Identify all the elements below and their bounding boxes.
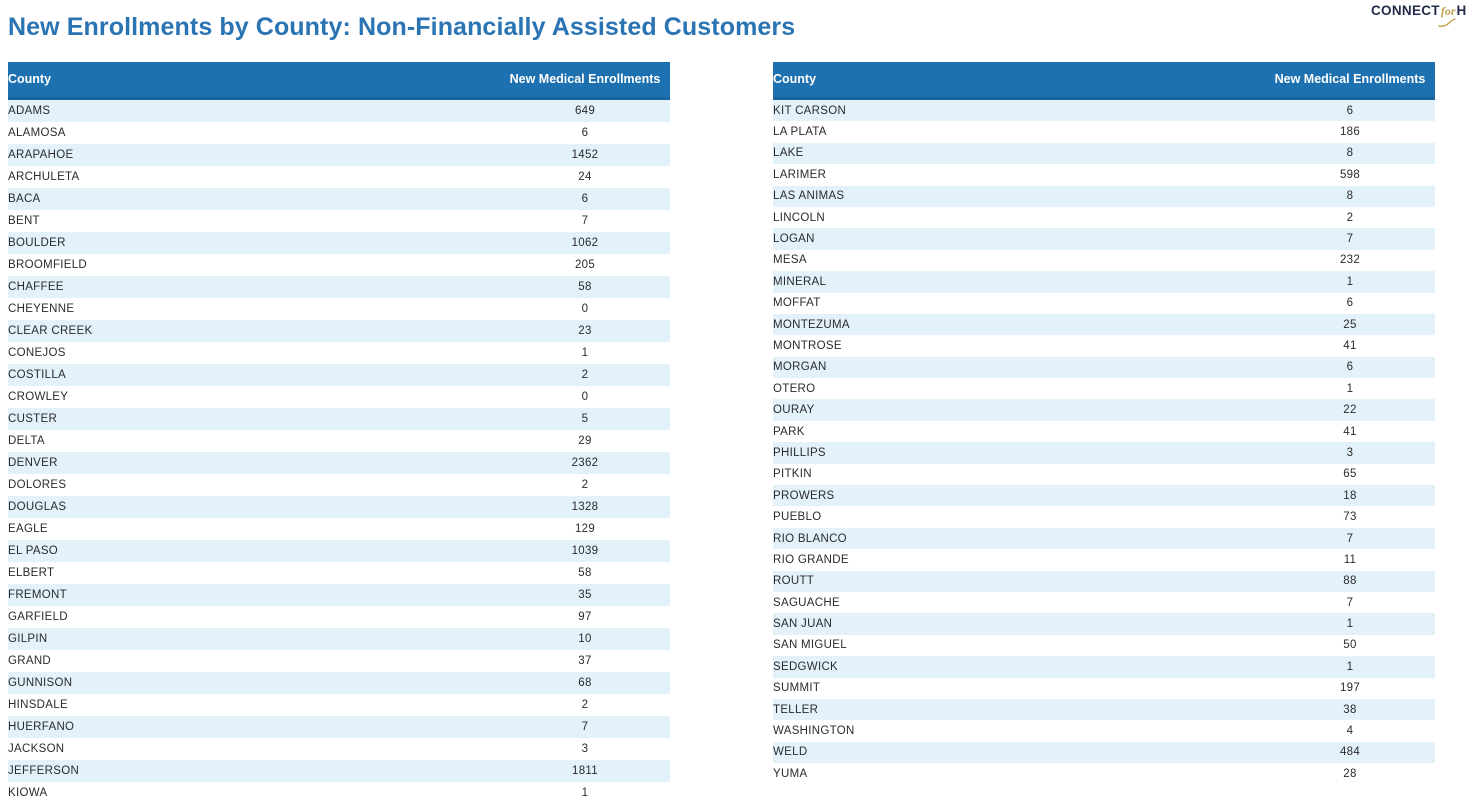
county-name-cell: PROWERS (773, 485, 1265, 506)
table-row (8, 298, 670, 320)
enrollment-value-cell: 18 (1265, 485, 1435, 506)
enrollment-value-cell: 7 (1346, 596, 1354, 609)
enrollment-value-cell: 35 (500, 584, 670, 606)
county-name-cell: DENVER (8, 452, 500, 474)
county-name-cell: DOUGLAS (8, 496, 500, 518)
table-row (8, 210, 670, 232)
table-row (8, 694, 670, 716)
enrollment-value-cell: 484 (1265, 742, 1435, 763)
enrollment-value-cell: 1 (1346, 382, 1354, 395)
table-row (8, 254, 670, 276)
table-row (8, 342, 670, 364)
county-name-cell: WELD (773, 742, 1265, 763)
county-name-cell: RIO BLANCO (773, 528, 1265, 549)
enrollment-value-cell: 58 (500, 276, 670, 298)
enrollment-value-cell: 1452 (500, 144, 670, 166)
table-row (8, 99, 670, 123)
county-name-cell: MONTROSE (773, 339, 842, 352)
county-name-cell: FREMONT (8, 584, 500, 606)
enrollment-table-left (8, 62, 670, 804)
county-name-cell: LA PLATA (773, 126, 827, 139)
table-row (8, 430, 670, 452)
table-row (8, 738, 670, 760)
table-row (773, 357, 1435, 378)
brand-logo-text (1371, 3, 1466, 19)
enrollment-value-cell: 88 (1265, 571, 1435, 592)
enrollment-value-cell: 37 (578, 655, 592, 667)
table-row (8, 276, 670, 298)
county-name-cell: ARCHULETA (8, 171, 80, 183)
enrollment-value-cell: 2362 (500, 452, 670, 474)
enrollment-value-cell: 129 (574, 523, 596, 535)
table-header (773, 62, 1435, 99)
enrollment-value-cell: 68 (500, 672, 670, 694)
table-row (8, 496, 670, 518)
county-name-cell: SAN MIGUEL (773, 639, 847, 652)
table-row (8, 188, 670, 210)
table-row (773, 399, 1435, 420)
county-name-cell: GILPIN (8, 628, 500, 650)
county-name-cell: OTERO (773, 382, 816, 395)
enrollment-value-cell: 10 (500, 628, 670, 650)
county-name-cell: LARIMER (773, 168, 827, 181)
table-row (773, 506, 1435, 527)
county-name-cell: WASHINGTON (773, 725, 855, 738)
county-name-cell: CUSTER (8, 408, 500, 430)
table-row (773, 592, 1435, 613)
enrollment-value-cell: 11 (1343, 553, 1357, 566)
column-header-county: County (773, 62, 1265, 99)
enrollment-value-cell: 7 (581, 215, 589, 227)
enrollment-value-cell: 1039 (500, 540, 670, 562)
table-row (8, 716, 670, 738)
table-row (8, 562, 670, 584)
county-name-cell: BOULDER (8, 232, 500, 254)
county-name-cell: HUERFANO (8, 716, 500, 738)
county-name-cell: LAKE (773, 143, 1265, 164)
enrollment-value-cell: 41 (1343, 425, 1357, 438)
table-row (773, 571, 1435, 592)
table-row (773, 271, 1435, 292)
county-name-cell: DELTA (8, 435, 45, 447)
table-row (8, 606, 670, 628)
table-row (773, 121, 1435, 142)
table-row (8, 144, 670, 166)
county-name-cell: COSTILLA (8, 364, 500, 386)
enrollment-value-cell: 2 (581, 699, 589, 711)
county-name-cell: EAGLE (8, 523, 48, 535)
table-row (773, 528, 1435, 549)
table-row (8, 628, 670, 650)
enrollment-value-cell: 3 (581, 743, 589, 755)
table-row (773, 99, 1435, 122)
page-title: New Enrollments by County: Non-Financially Assisted Customers (8, 13, 796, 41)
county-name-cell: KIT CARSON (773, 99, 1265, 122)
table-body (8, 99, 670, 805)
table-row (8, 408, 670, 430)
county-name-cell: CROWLEY (8, 391, 69, 403)
table-row (773, 378, 1435, 399)
table-body (773, 99, 1435, 785)
county-name-cell: JEFFERSON (8, 760, 500, 782)
enrollment-value-cell: 1062 (500, 232, 670, 254)
county-name-cell: ARAPAHOE (8, 144, 500, 166)
table-row (773, 656, 1435, 677)
enrollment-value-cell: 232 (1339, 254, 1361, 267)
enrollment-value-cell: 22 (1265, 399, 1435, 420)
county-name-cell: EL PASO (8, 540, 500, 562)
table-row (773, 635, 1435, 656)
county-name-cell: TELLER (773, 699, 1265, 720)
enrollment-value-cell: 97 (578, 611, 592, 623)
enrollment-value-cell: 7 (1265, 528, 1435, 549)
enrollment-value-cell: 28 (1343, 767, 1357, 780)
enrollment-value-cell: 186 (1339, 126, 1361, 139)
county-name-cell: MOFFAT (773, 297, 821, 310)
brand-script-text: for (1440, 4, 1456, 18)
enrollment-value-cell: 6 (1346, 297, 1354, 310)
enrollment-value-cell: 38 (1265, 699, 1435, 720)
table-row (773, 207, 1435, 228)
county-name-cell: SUMMIT (773, 682, 821, 695)
county-name-cell: ROUTT (773, 571, 1265, 592)
enrollment-value-cell: 41 (1343, 339, 1357, 352)
county-name-cell: CHEYENNE (8, 303, 75, 315)
table-row (773, 164, 1435, 185)
enrollment-value-cell: 0 (581, 391, 589, 403)
county-name-cell: MESA (773, 254, 807, 267)
enrollment-value-cell: 1 (581, 347, 589, 359)
county-name-cell: JACKSON (8, 743, 65, 755)
table-row (773, 250, 1435, 271)
table-row (773, 613, 1435, 634)
table-row (8, 320, 670, 342)
enrollment-value-cell: 1 (1265, 656, 1435, 677)
enrollment-value-cell: 6 (500, 188, 670, 210)
enrollment-value-cell: 5 (500, 408, 670, 430)
table-row (773, 335, 1435, 356)
enrollment-value-cell: 2 (581, 479, 589, 491)
enrollment-value-cell: 6 (1265, 99, 1435, 122)
county-name-cell: BENT (8, 215, 40, 227)
table-row (8, 474, 670, 496)
county-name-cell: DOLORES (8, 479, 67, 491)
brand-partial-letter: H (1456, 3, 1466, 18)
table-row (8, 782, 670, 804)
county-name-cell: SAN JUAN (773, 613, 1265, 634)
county-name-cell: ALAMOSA (8, 127, 66, 139)
enrollment-value-cell: 649 (500, 99, 670, 123)
county-name-cell: OURAY (773, 399, 1265, 420)
table-row (773, 143, 1435, 164)
county-name-cell: YUMA (773, 767, 808, 780)
enrollment-value-cell: 1 (581, 787, 589, 799)
county-name-cell: KIOWA (8, 787, 48, 799)
enrollment-value-cell: 1 (1265, 271, 1435, 292)
county-name-cell: PUEBLO (773, 511, 822, 524)
enrollment-value-cell: 2 (500, 364, 670, 386)
brand-flourish-icon (1437, 18, 1457, 28)
enrollment-value-cell: 1 (1265, 613, 1435, 634)
enrollment-value-cell: 65 (1343, 468, 1357, 481)
county-name-cell: MORGAN (773, 357, 1265, 378)
table-header (8, 62, 670, 99)
enrollment-value-cell: 205 (574, 259, 596, 271)
county-name-cell: MINERAL (773, 271, 1265, 292)
table-row (773, 742, 1435, 763)
table-row (8, 540, 670, 562)
table-row (773, 485, 1435, 506)
enrollment-value-cell: 8 (1265, 186, 1435, 207)
county-name-cell: GUNNISON (8, 672, 500, 694)
enrollment-value-cell: 7 (500, 716, 670, 738)
county-name-cell: CHAFFEE (8, 276, 500, 298)
county-name-cell: PHILLIPS (773, 442, 1265, 463)
enrollment-value-cell: 1328 (500, 496, 670, 518)
table-row (8, 364, 670, 386)
enrollment-value-cell: 2 (1346, 211, 1354, 224)
enrollment-value-cell: 0 (581, 303, 589, 315)
table-row (8, 584, 670, 606)
enrollment-value-cell: 50 (1343, 639, 1357, 652)
enrollment-value-cell: 8 (1265, 143, 1435, 164)
brand-name-text: CONNECT (1371, 3, 1440, 18)
table-row (8, 650, 670, 672)
county-name-cell: SEDGWICK (773, 656, 1265, 677)
table-row (773, 421, 1435, 442)
county-name-cell: MONTEZUMA (773, 314, 1265, 335)
county-name-cell: BROOMFIELD (8, 259, 88, 271)
enrollment-value-cell: 4 (1346, 725, 1354, 738)
county-name-cell: PITKIN (773, 468, 812, 481)
table-row (8, 232, 670, 254)
table-row (773, 442, 1435, 463)
enrollment-value-cell: 58 (578, 567, 592, 579)
table-row (8, 760, 670, 782)
county-name-cell: HINSDALE (8, 699, 68, 711)
county-name-cell: PARK (773, 425, 805, 438)
county-name-cell: BACA (8, 188, 500, 210)
county-name-cell: GRAND (8, 655, 52, 667)
county-name-cell: LINCOLN (773, 211, 825, 224)
enrollment-value-cell: 7 (1265, 228, 1435, 249)
enrollment-value-cell: 73 (1343, 511, 1357, 524)
enrollment-value-cell: 6 (581, 127, 589, 139)
table-row (773, 699, 1435, 720)
table-row (773, 464, 1435, 485)
county-name-cell: ADAMS (8, 99, 500, 123)
county-name-cell: CONEJOS (8, 347, 66, 359)
table-row (773, 186, 1435, 207)
county-name-cell: CLEAR CREEK (8, 320, 500, 342)
table-row (773, 549, 1435, 570)
enrollment-value-cell: 197 (1339, 682, 1361, 695)
enrollment-value-cell: 25 (1265, 314, 1435, 335)
enrollment-value-cell: 24 (578, 171, 592, 183)
enrollment-value-cell: 29 (578, 435, 592, 447)
column-header-enrollments: New Medical Enrollments (1265, 62, 1435, 99)
table-row (8, 166, 670, 188)
column-header-enrollments: New Medical Enrollments (500, 62, 670, 99)
table-row (773, 720, 1435, 741)
enrollment-value-cell: 3 (1265, 442, 1435, 463)
column-header-county: County (8, 62, 500, 99)
county-name-cell: LOGAN (773, 228, 1265, 249)
county-name-cell: RIO GRANDE (773, 553, 849, 566)
enrollment-value-cell: 23 (500, 320, 670, 342)
county-name-cell: GARFIELD (8, 611, 68, 623)
table-row (8, 672, 670, 694)
county-name-cell: SAGUACHE (773, 596, 840, 609)
table-row (8, 386, 670, 408)
county-name-cell: ELBERT (8, 567, 55, 579)
table-row (773, 678, 1435, 699)
enrollment-value-cell: 1811 (500, 760, 670, 782)
table-row (773, 314, 1435, 335)
table-row (773, 763, 1435, 784)
table-row (8, 518, 670, 540)
table-row (773, 228, 1435, 249)
enrollment-value-cell: 6 (1265, 357, 1435, 378)
table-row (8, 452, 670, 474)
enrollment-value-cell: 598 (1339, 168, 1361, 181)
table-row (8, 122, 670, 144)
table-row (773, 293, 1435, 314)
enrollment-table-right (773, 62, 1435, 785)
brand-logo (1371, 3, 1466, 33)
county-name-cell: LAS ANIMAS (773, 186, 1265, 207)
